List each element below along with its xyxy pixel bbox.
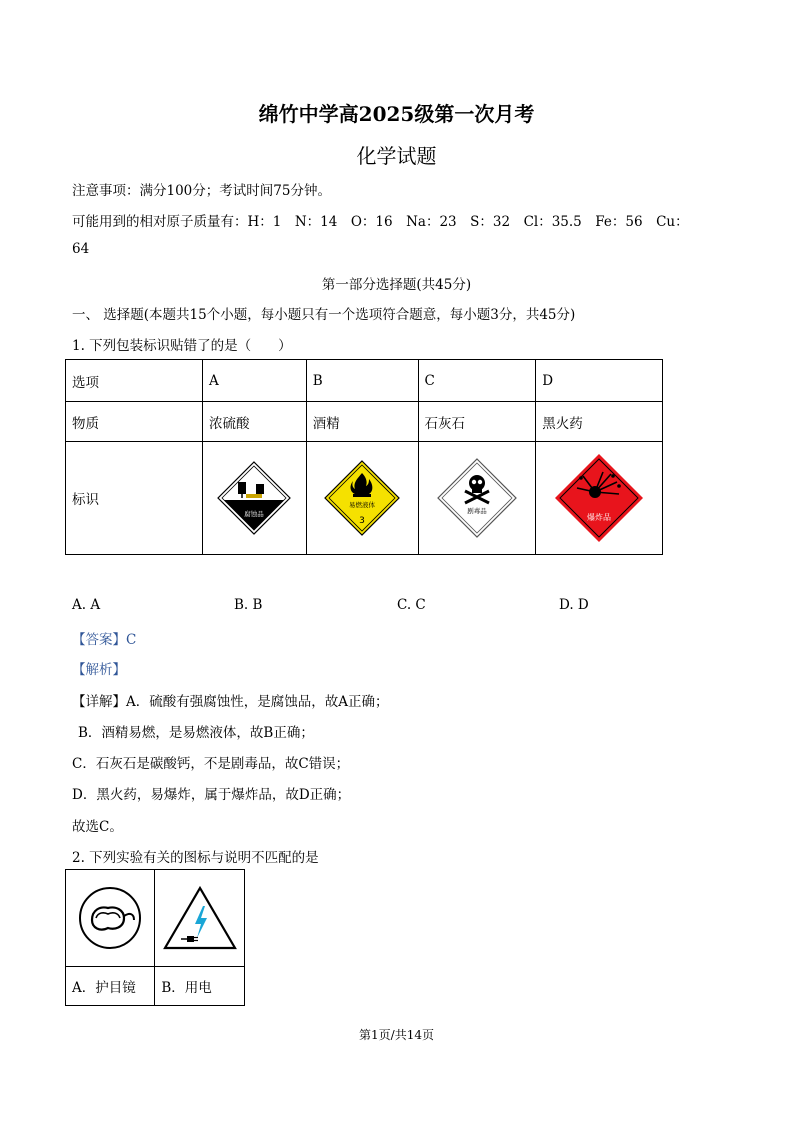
sign-cell-c xyxy=(418,442,536,555)
explosive-label: 爆炸品 xyxy=(587,513,612,522)
substance-a: 浓硫酸 xyxy=(203,402,307,442)
answer-line xyxy=(72,628,136,648)
exam-notes: 注意事项：满分100分；考试时间75分钟。 xyxy=(72,183,331,199)
analysis-label: 【解析】 xyxy=(72,662,126,678)
section-heading: 一、 选择题(本题共15个小题，每小题只有一个选项符合题意，每小题3分，共45分) xyxy=(72,307,576,323)
page-title: 绵竹中学高2025级第一次月考 xyxy=(258,102,535,126)
goggles-label: A．护目镜 xyxy=(66,967,155,1006)
row-label-option: 选项 xyxy=(66,360,203,402)
choice-d: D. D xyxy=(559,597,589,613)
explosive-icon xyxy=(553,452,645,544)
sign-cell-d xyxy=(536,442,663,555)
sign-cell-a xyxy=(203,442,307,555)
atomic-masses: 可能用到的相对原子质量有：H：1 N：14 O：16 Na：23 S：32 Cl：35.5 Fe：56 Cu： xyxy=(72,214,689,230)
electricity-label: B．用电 xyxy=(155,967,245,1006)
option-a: A xyxy=(203,360,307,402)
option-d: D xyxy=(536,360,663,402)
option-c: C xyxy=(418,360,536,402)
flammable-liquid-icon xyxy=(323,459,401,537)
sign-cell-b xyxy=(306,442,418,555)
corrosive-icon xyxy=(216,460,292,536)
part-heading: 第一部分选择题(共45分) xyxy=(321,277,472,293)
detail-line-4: D．黑火药，易爆炸，属于爆炸品，故D正确； xyxy=(72,787,351,803)
electricity-icon xyxy=(161,882,239,954)
row-label-sign: 标识 xyxy=(66,442,203,555)
detail-line-5: 故选C。 xyxy=(72,819,123,835)
substance-d: 黑火药 xyxy=(536,402,663,442)
goggles-cell xyxy=(66,870,155,967)
choice-c: C. C xyxy=(397,597,426,613)
flammable-class-number: 3 xyxy=(359,516,366,526)
goggles-icon xyxy=(74,882,146,954)
toxic-label: 剧毒品 xyxy=(467,507,487,515)
question-1-table xyxy=(65,359,663,555)
page-subtitle: 化学试题 xyxy=(356,144,437,168)
option-b: B xyxy=(306,360,418,402)
electricity-cell xyxy=(155,870,245,967)
question-2-table xyxy=(65,869,245,1006)
atomic-masses-cont: 64 xyxy=(72,241,90,257)
substance-c: 石灰石 xyxy=(418,402,536,442)
choice-a: A. A xyxy=(72,597,101,613)
detail-line-3: C．石灰石是碳酸钙，不是剧毒品，故C错误； xyxy=(72,756,350,772)
row-label-substance: 物质 xyxy=(66,402,203,442)
question-1-stem: 1. 下列包装标识贴错了的是（ ） xyxy=(72,338,292,354)
detail-line-2: B．酒精易燃，是易燃液体，故B正确； xyxy=(78,725,314,741)
substance-b: 酒精 xyxy=(306,402,418,442)
answer-text: 【答案】C xyxy=(72,632,137,648)
choice-b: B. B xyxy=(234,597,263,613)
flammable-label: 易燃液体 xyxy=(349,501,376,509)
page-footer: 第1页/共14页 xyxy=(359,1028,434,1042)
detail-line-1: 【详解】A．硫酸有强腐蚀性，是腐蚀品，故A正确； xyxy=(72,694,389,710)
toxic-icon xyxy=(436,457,518,539)
corrosive-label: 腐蚀品 xyxy=(244,510,265,518)
question-2-stem: 2. 下列实验有关的图标与说明不匹配的是 xyxy=(72,850,319,866)
